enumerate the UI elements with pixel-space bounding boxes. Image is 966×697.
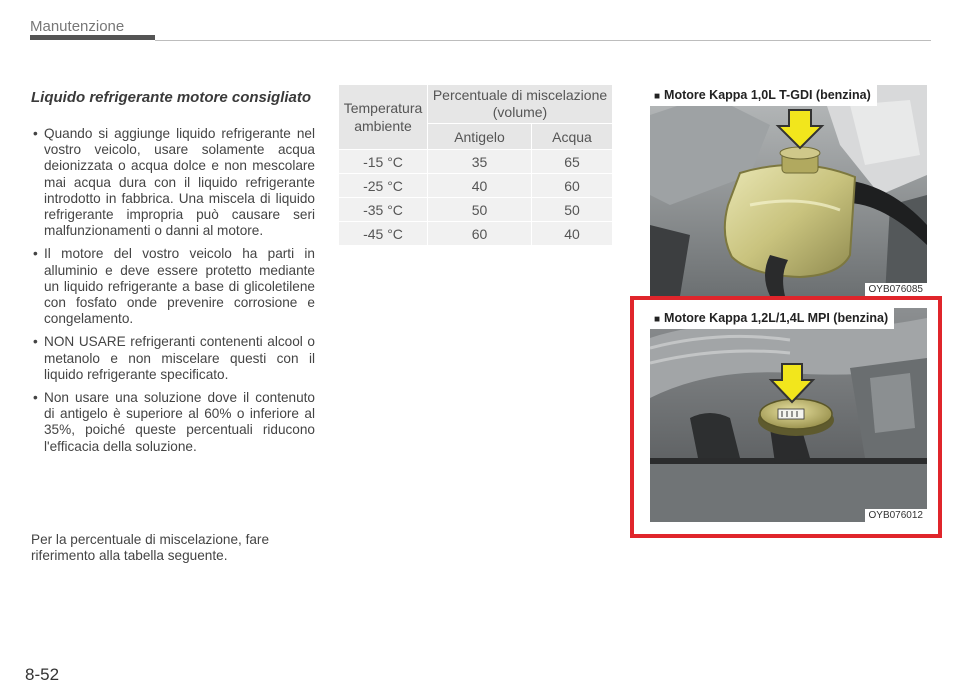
table-row <box>339 221 612 245</box>
figure-caption: ■ Motore Kappa 1,2L/1,4L MPI (benzina) <box>650 308 894 329</box>
figure-code: OYB076012 <box>865 509 928 522</box>
engine-photo-top <box>650 85 927 296</box>
header-percentage: Percentuale di miscelazione (volume) <box>428 85 612 124</box>
cell-temperature: -25 °C <box>339 173 428 197</box>
bullet-item: • Quando si aggiunge liquido refrigerante nel vostro veicolo, usare solamente acqua deionizzata o acqua dolce e non mescolare mai acqua dura con il liquido refrigerante introdotto in fabbrica. Una miscela di liquido refrigerante impropria può causare seri malfunzionamenti o danni al motore. <box>31 126 315 239</box>
coolant-reservoir-illustration <box>650 85 927 296</box>
cell-antigelo: 50 <box>428 197 532 221</box>
cell-antigelo: 40 <box>428 173 532 197</box>
cell-temperature: -35 °C <box>339 197 428 221</box>
bullet-item: • NON USARE refrigeranti contenenti alcool o metanolo e non miscelare questi con il liquido refrigerante specificato. <box>31 334 315 383</box>
header-acqua: Acqua <box>532 124 612 149</box>
table-row <box>339 197 612 221</box>
cell-temperature: -15 °C <box>339 149 428 173</box>
cell-antigelo: 60 <box>428 221 532 245</box>
mix-table <box>339 85 612 245</box>
cell-acqua: 65 <box>532 149 612 173</box>
header-section-label: Manutenzione <box>30 18 125 35</box>
header-rule <box>155 40 931 41</box>
closing-text: Per la percentuale di miscelazione, fare riferimento alla tabella seguente. <box>31 532 270 564</box>
cell-temperature: -45 °C <box>339 221 428 245</box>
cell-acqua: 40 <box>532 221 612 245</box>
table-row <box>339 149 612 173</box>
cell-acqua: 60 <box>532 173 612 197</box>
page-number: 8-52 <box>25 665 60 684</box>
figure-code: OYB076085 <box>865 283 928 296</box>
figure-caption: ■ Motore Kappa 1,0L T-GDI (benzina) <box>650 85 877 106</box>
header-bar <box>30 35 155 40</box>
highlight-frame <box>630 296 942 538</box>
cell-antigelo: 35 <box>428 149 532 173</box>
bullet-item: • Il motore del vostro veicolo ha parti in alluminio e deve essere protetto mediante un liquido refrigerante a base di glicoletilene con fosfato onde prevenire corrosione e congelamento. <box>31 246 315 327</box>
table-row <box>339 173 612 197</box>
header-temperature: Temperatura ambiente <box>339 85 428 149</box>
section-title: Liquido refrigerante motore consigliato <box>31 89 312 106</box>
header-antigelo: Antigelo <box>428 124 532 149</box>
bullet-item: • Non usare una soluzione dove il contenuto di antigelo è superiore al 60% o inferiore al 35%, poiché queste percentuali riducono l'efficacia della soluzione. <box>31 390 315 455</box>
bullet-list <box>31 126 315 462</box>
cell-acqua: 50 <box>532 197 612 221</box>
